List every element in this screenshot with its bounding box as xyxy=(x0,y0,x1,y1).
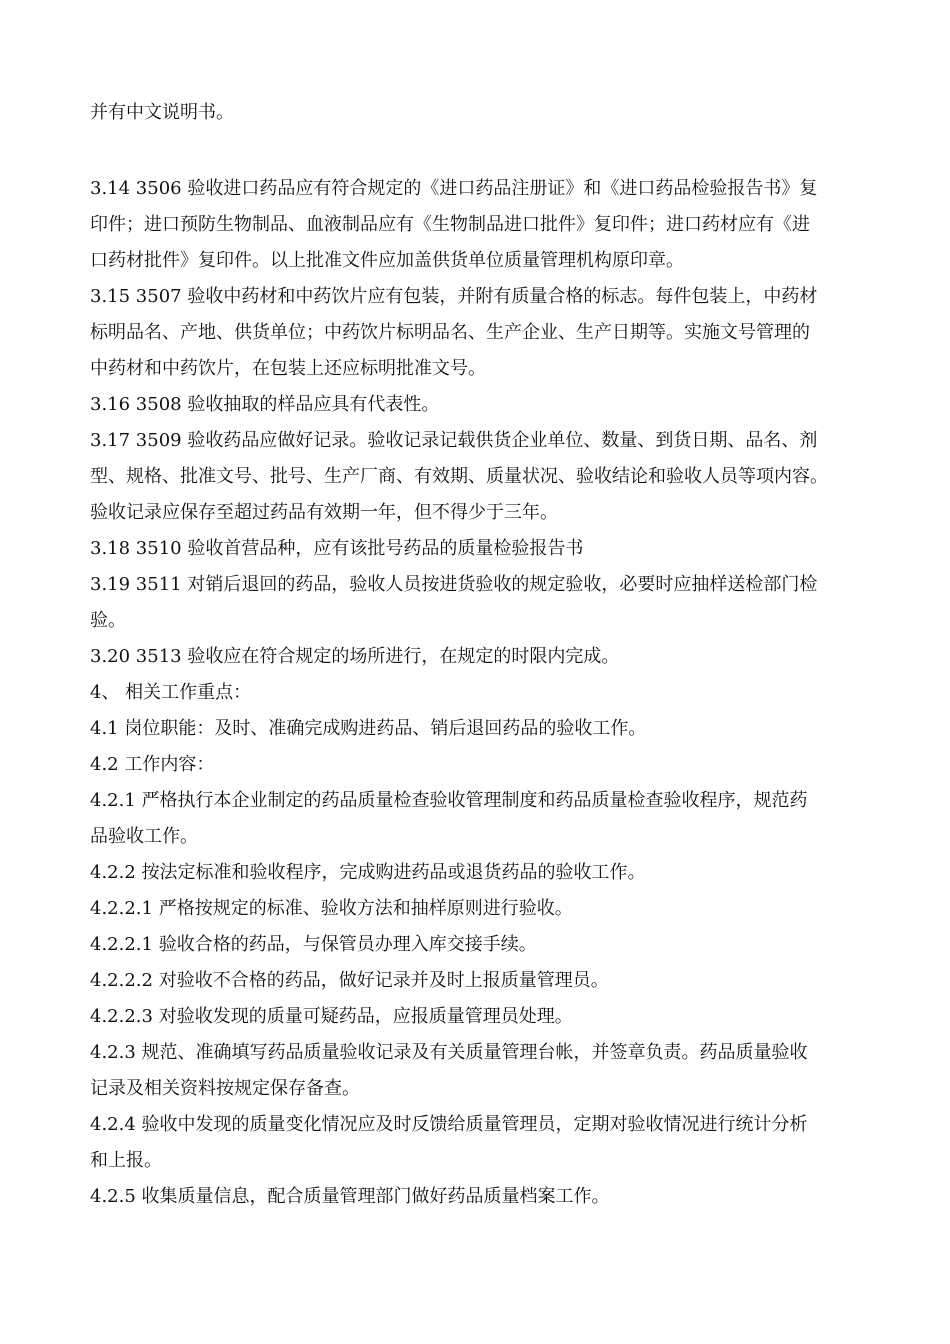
text-line: 4.2 工作内容： xyxy=(90,754,215,775)
text-line: 验。 xyxy=(90,610,126,631)
text-line: 3.19 3511 对销后退回的药品，验收人员按进货验收的规定验收，必要时应抽样送检部门检 xyxy=(90,574,818,595)
text-line: 4.2.4 验收中发现的质量变化情况应及时反馈给质量管理员，定期对验收情况进行统计分析 xyxy=(90,1114,808,1135)
text-line: 4.2.5 收集质量信息，配合质量管理部门做好药品质量档案工作。 xyxy=(90,1186,610,1207)
text-line: 口药材批件》复印件。以上批准文件应加盖供货单位质量管理机构原印章。 xyxy=(90,250,684,271)
text-line: 4.2.3 规范、准确填写药品质量验收记录及有关质量管理台帐，并签章负责。药品质量验收 xyxy=(90,1042,808,1063)
text-line: 4.1 岗位职能：及时、准确完成购进药品、销后退回药品的验收工作。 xyxy=(90,718,647,739)
text-line: 标明品名、产地、供货单位；中药饮片标明品名、生产企业、生产日期等。实施文号管理的 xyxy=(90,322,810,343)
text-line: 4.2.1 严格执行本企业制定的药品质量检查验收管理制度和药品质量检查验收程序，规范药 xyxy=(90,790,808,811)
text-line: 中药材和中药饮片，在包装上还应标明批准文号。 xyxy=(90,358,486,379)
text-line: 4.2.2 按法定标准和验收程序，完成购进药品或退货药品的验收工作。 xyxy=(90,862,646,883)
text-line: 品验收工作。 xyxy=(90,826,198,847)
text-line: 4.2.2.2 对验收不合格的药品，做好记录并及时上报质量管理员。 xyxy=(90,970,609,991)
section-heading: 4、 相关工作重点： xyxy=(90,682,252,703)
text-line: 型、规格、批准文号、批号、生产厂商、有效期、质量状况、验收结论和验收人员等项内容。 xyxy=(90,466,828,487)
text-line: 3.14 3506 验收进口药品应有符合规定的《进口药品注册证》和《进口药品检验报告书》复 xyxy=(90,178,818,199)
text-line: 印件；进口预防生物制品、血液制品应有《生物制品进口批件》复印件；进口药材应有《进 xyxy=(90,214,810,235)
text-line: 3.16 3508 验收抽取的样品应具有代表性。 xyxy=(90,394,440,415)
paragraph-gap xyxy=(90,131,875,171)
text-line: 3.18 3510 验收首营品种，应有该批号药品的质量检验报告书 xyxy=(90,538,584,559)
text-line: 验收记录应保存至超过药品有效期一年，但不得少于三年。 xyxy=(90,502,558,523)
text-line: 4.2.2.1 验收合格的药品，与保管员办理入库交接手续。 xyxy=(90,934,537,955)
text-line: 并有中文说明书。 xyxy=(90,102,234,123)
text-line: 3.20 3513 验收应在符合规定的场所进行，在规定的时限内完成。 xyxy=(90,646,620,667)
text-line: 记录及相关资料按规定保存备查。 xyxy=(90,1078,360,1099)
text-line: 3.15 3507 验收中药材和中药饮片应有包装，并附有质量合格的标志。每件包装上，中药材 xyxy=(90,286,818,307)
document-body xyxy=(90,95,875,1215)
text-line: 3.17 3509 验收药品应做好记录。验收记录记载供货企业单位、数量、到货日期、品名、剂 xyxy=(90,430,818,451)
text-line: 4.2.2.3 对验收发现的质量可疑药品，应报质量管理员处理。 xyxy=(90,1006,573,1027)
text-line: 和上报。 xyxy=(90,1150,162,1171)
text-line: 4.2.2.1 严格按规定的标准、验收方法和抽样原则进行验收。 xyxy=(90,898,573,919)
